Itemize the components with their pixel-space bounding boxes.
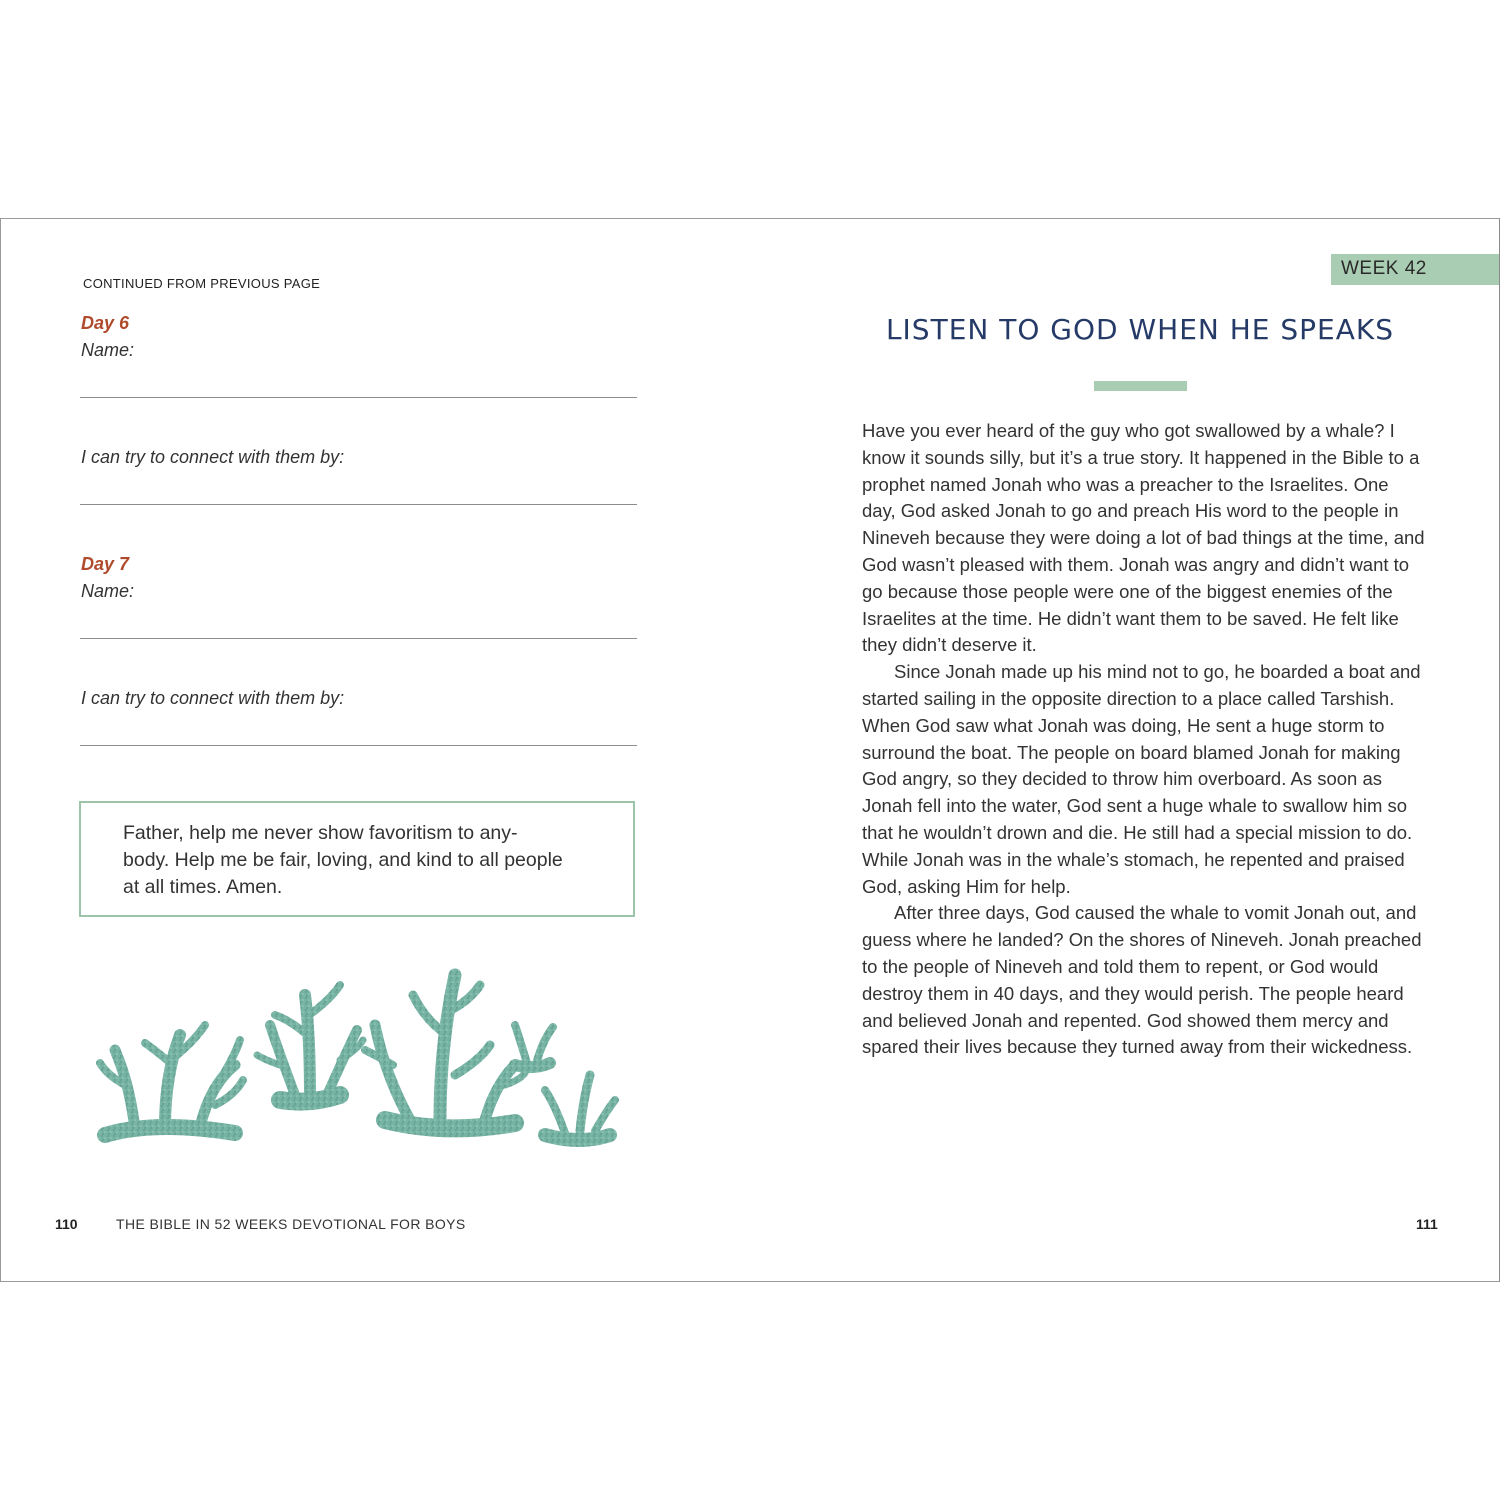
prayer-box — [79, 801, 635, 917]
paragraph-2: Since Jonah made up his mind not to go, he boarded a boat and started sailing in the opposite direction to a place called Tarshish. When God saw what Jonah was doing, He sent a huge storm to surround the boat. The people on board blamed Jonah for making God angry, so they decided to throw him overboard. As soon as Jonah fell into the water, God sent a huge whale to swallow him so that he wouldn’t drown and die. He still had a special mission to do. While Jonah was in the whale’s stomach, he repented and praised God, asking Him for help. — [862, 661, 1421, 897]
devotional-body — [862, 418, 1427, 1061]
day-6-connect-line[interactable] — [80, 504, 637, 505]
page-number-right: 111 — [1416, 1216, 1438, 1232]
title-divider — [1094, 381, 1187, 391]
day-6-connect-label: I can try to connect with them by: — [81, 447, 345, 467]
coral-illustration — [95, 955, 620, 1150]
day-7-name-label: Name: — [81, 581, 135, 601]
page-title: LISTEN TO GOD WHEN HE SPEAKS — [885, 313, 1395, 346]
day-6-name-line[interactable] — [80, 397, 637, 398]
book-title: THE BIBLE IN 52 WEEKS DEVOTIONAL FOR BOYS — [116, 1216, 466, 1232]
paragraph-1: Have you ever heard of the guy who got swallowed by a whale? I know it sounds silly, but it’s a true story. It happened in the Bible to a prophet named Jonah who was a preacher to the Israelites. One day, God asked Jonah to go and preach His word to the people in Nineveh because they were doing a lot of bad things at the time, and God wasn’t pleased with them. Jonah was angry and didn’t want to go because those people were one of the biggest enemies of the Israelites at the time. He didn’t want them to be saved. He felt like they didn’t deserve it. — [862, 420, 1425, 656]
week-tab — [1331, 254, 1499, 285]
day-6-name-label: Name: — [81, 340, 135, 360]
week-label: WEEK 42 — [1341, 258, 1427, 279]
page-number-left: 110 — [55, 1216, 78, 1232]
day-7-connect-line[interactable] — [80, 745, 637, 746]
day-6-label: Day 6 — [81, 313, 130, 333]
day-7-connect-label: I can try to connect with them by: — [81, 688, 345, 708]
day-7-label: Day 7 — [81, 554, 130, 574]
continued-label: CONTINUED FROM PREVIOUS PAGE — [83, 276, 321, 291]
day-7-name-line[interactable] — [80, 638, 637, 639]
prayer-text: Father, help me never show favoritism to any-body. Help me be fair, loving, and kind to all people at all times. Amen. — [123, 822, 563, 898]
paragraph-3: After three days, God caused the whale to vomit Jonah out, and guess where he landed? On the shores of Nineveh. Jonah preached to the people of Nineveh and told them to repent, or God would destroy them in 40 days, and they would perish. The people heard and believed Jonah and repented. God showed them mercy and spared their lives because they turned away from their wickedness. — [862, 902, 1422, 1058]
